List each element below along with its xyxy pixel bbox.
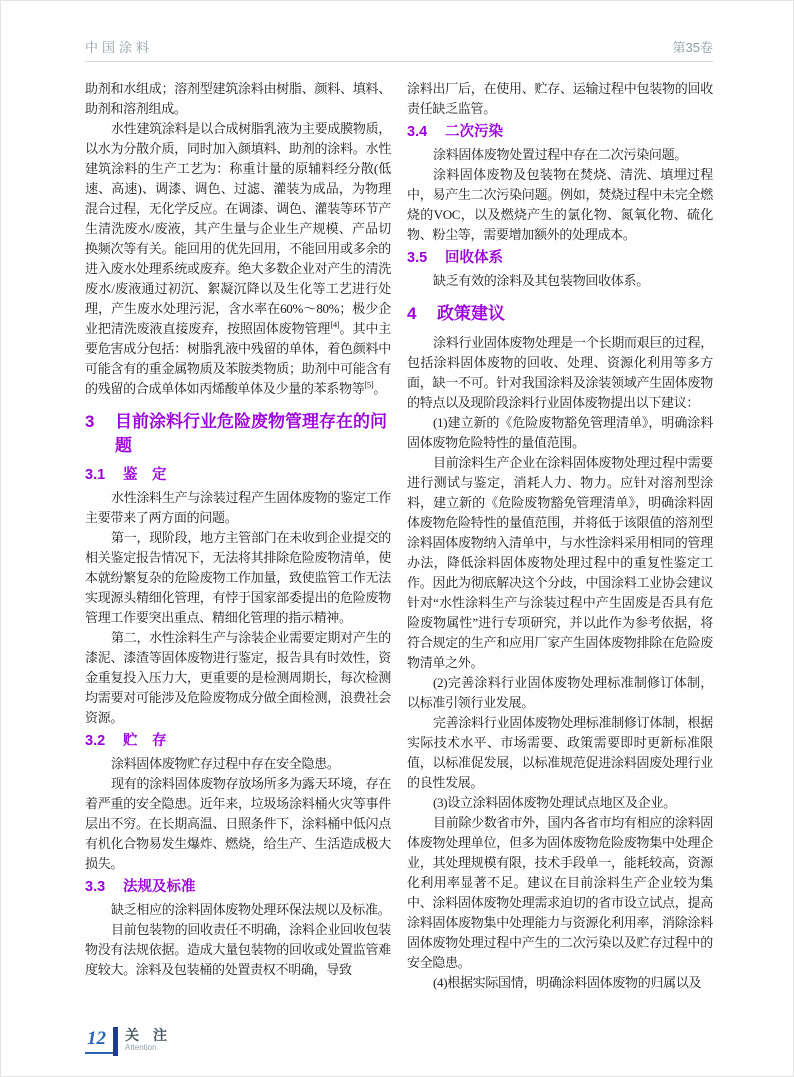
subsection-heading xyxy=(85,731,391,751)
subsection-heading xyxy=(407,248,713,268)
section-number: 3.4 xyxy=(407,124,428,140)
subsection-heading xyxy=(407,122,713,142)
paragraph: (1)建立新的《危险废物豁免管理清单》，明确涂料固体废物危险特性的量值范围。 xyxy=(407,415,713,450)
paragraph: (3)设立涂料固体废物处理试点地区及企业。 xyxy=(433,795,676,810)
section-title: 鉴 定 xyxy=(123,467,167,483)
section-number: 3.1 xyxy=(85,467,106,483)
running-header xyxy=(85,37,713,62)
section-title: 法规及标准 xyxy=(123,879,196,895)
journal-title: 中国涂料 xyxy=(85,40,154,55)
right-column xyxy=(407,79,713,1021)
footer-divider-bar xyxy=(113,1027,118,1056)
subsection-heading xyxy=(85,877,391,897)
section-title: 二次污染 xyxy=(445,124,503,140)
paragraph: 水性建筑涂料是以合成树脂乳液为主要成膜物质，以水为分散介质，同时加入颜填料、助剂的涂料。水性建筑涂料的生产工艺为：称重计量的原辅料经分散(低速、高速)、调漆、调色、过滤、灌装为成品，为物理混合过程，无化学反应。在调漆、调色、灌装等环节产生清洗废水/废液，其产生量与企业生产规模、产品切换频次等有关。能回用的优先回用，不能回用或多余的进入废水处理系统或废弃。绝大多数企业对产生的清洗废水/废液通过初沉、絮凝沉降以及生化等工艺进行处理，产生废水处理污泥，含水率在60%～80%；极少企业把清洗废液直接废弃，按照固体废物管理[4]。其中主要危害成分包括：树脂乳液中残留的单体，着色颜料中可能含有的重金属物质及苯胺类物质；助剂中可能含有的残留的合成单体如丙烯酸单体及少量的苯系物等[5]。 xyxy=(85,121,391,396)
paragraph: 现有的涂料固体废物存放场所多为露天环境，存在着严重的安全隐患。近年来，垃圾场涂料桶火灾等事件层出不穷。在长期高温、日照条件下，涂料桶中低闪点有机化合物易发生爆炸、燃烧，给生产、生活造成极大损失。 xyxy=(85,776,391,871)
paragraph: 涂料固体废物及包装物在焚烧、清洗、填埋过程中，易产生二次污染问题。例如，焚烧过程中未完全燃烧的VOC，以及燃烧产生的氯化物、氮氧化物、硫化物、粉尘等，需要增加额外的处理成本。 xyxy=(407,167,713,242)
section-number: 3.5 xyxy=(407,250,428,266)
footer-section-labels xyxy=(125,1027,167,1053)
citation-ref: [4] xyxy=(330,319,340,330)
paragraph: 水性涂料生产与涂装过程产生固体废物的鉴定工作主要带来了两方面的问题。 xyxy=(85,490,391,525)
paragraph: 助剂和水组成；溶剂型建筑涂料由树脂、颜料、填料、助剂和溶剂组成。 xyxy=(85,81,391,116)
paragraph: 目前除少数省市外，国内各省市均有相应的涂料固体废物处理单位，但多为固体废物危险废物集中处理企业，其处理规模有限，技术手段单一，能耗较高，资源化利用率显著不足。建议在目前涂料生产企业较为集中、涂料固体废物处理需求迫切的省市设立试点，提高涂料固体废物集中处理能力与资源化利用率，消除涂料固体废物处理过程中产生的二次污染以及贮存过程中的安全隐患。 xyxy=(407,815,713,970)
paragraph: 完善涂料行业固体废物处理标准制修订体制，根据实际技术水平、市场需要、政策需要即时更新标准限值，以标准促发展，以标准规范促进涂料固废处理行业的良性发展。 xyxy=(407,715,713,790)
paragraph: 缺乏有效的涂料及其包装物回收体系。 xyxy=(433,273,649,288)
paragraph: 涂料固体废物处置过程中存在二次污染问题。 xyxy=(433,147,688,162)
paragraph: (2)完善涂料行业固体废物处理标准制修订体制，以标准引领行业发展。 xyxy=(407,675,713,710)
section-title: 回收体系 xyxy=(445,250,503,266)
paragraph: 目前包装物的回收责任不明确，涂料企业回收包装物没有法规依据。造成大量包装物的回收或处置监管难度较大。涂料及包装桶的处置责权不明确，导致 xyxy=(85,922,391,977)
section-title: 贮 存 xyxy=(123,733,167,749)
left-column xyxy=(85,79,391,1021)
section-number: 4 xyxy=(407,304,417,323)
paragraph: (4)根据实际国情，明确涂料固体废物的归属以及 xyxy=(433,975,702,990)
section-heading xyxy=(407,302,713,326)
section-number: 3.3 xyxy=(85,879,106,895)
paragraph: 第二，水性涂料生产与涂装企业需要定期对产生的漆泥、漆渣等固体废物进行鉴定，报告具有时效性，资金重复投入压力大，更重要的是检测周期长，每次检测均需要对可能涉及危险废物成分做全面检测，浪费社会资源。 xyxy=(85,630,391,725)
article-body xyxy=(85,79,713,1021)
column-name-cn: 关 注 xyxy=(125,1027,167,1043)
paragraph: 第一，现阶段，地方主管部门在未收到企业提交的相关鉴定报告情况下，无法将其排除危险废物清单，使本就纷繁复杂的危险废物工作加量，致使监管工作无法实现源头精细化管理，有悖于国家部委提出的危险废物管理工作要突出重点、精细化管理的指示精神。 xyxy=(85,530,391,625)
section-title: 政策建议 xyxy=(437,304,505,323)
page-footer xyxy=(85,1027,167,1056)
paragraph: 目前涂料生产企业在涂料固体废物处理过程中需要进行测试与鉴定，消耗人力、物力。应针对溶剂型涂料，建立新的《危险废物豁免管理清单》，明确涂料固体废物危险特性的量值范围，并将低于该限值的溶剂型涂料固体废物纳入清单中，与水性涂料采用相同的管理办法，降低涂料固体废物处理过程中的重复性鉴定工作。因此为彻底解决这个分歧，中国涂料工业协会建议针对“水性涂料生产与涂装过程中产生固废是否具有危险废物属性”进行专项研究，并以此作为参考依据，将符合规定的生产和应用厂家产生固体废物排除在危险废物清单之外。 xyxy=(407,455,713,670)
section-heading xyxy=(85,410,391,458)
subsection-heading xyxy=(85,465,391,485)
paragraph: 涂料出厂后，在使用、贮存、运输过程中包装物的回收责任缺乏监管。 xyxy=(407,81,713,116)
citation-ref: [5] xyxy=(364,379,374,390)
section-number: 3.2 xyxy=(85,733,106,749)
section-title: 目前涂料行业危险废物管理存在的问题 xyxy=(115,412,387,455)
column-name-en: Attention xyxy=(125,1043,157,1052)
page-number: 12 xyxy=(85,1027,113,1054)
paragraph: 涂料固体废物贮存过程中存在安全隐患。 xyxy=(111,756,340,771)
paragraph: 缺乏相应的涂料固体废物处理环保法规以及标准。 xyxy=(111,902,391,917)
section-number: 3 xyxy=(85,412,95,431)
paragraph: 涂料行业固体废物处理是一个长期而艰巨的过程，包括涂料固体废物的回收、处理、资源化利用等多方面，缺一不可。针对我国涂料及涂装领域产生固体废物的特点以及现阶段涂料行业固体废物提出以下建议： xyxy=(407,335,713,410)
volume-label: 第35卷 xyxy=(672,40,713,55)
